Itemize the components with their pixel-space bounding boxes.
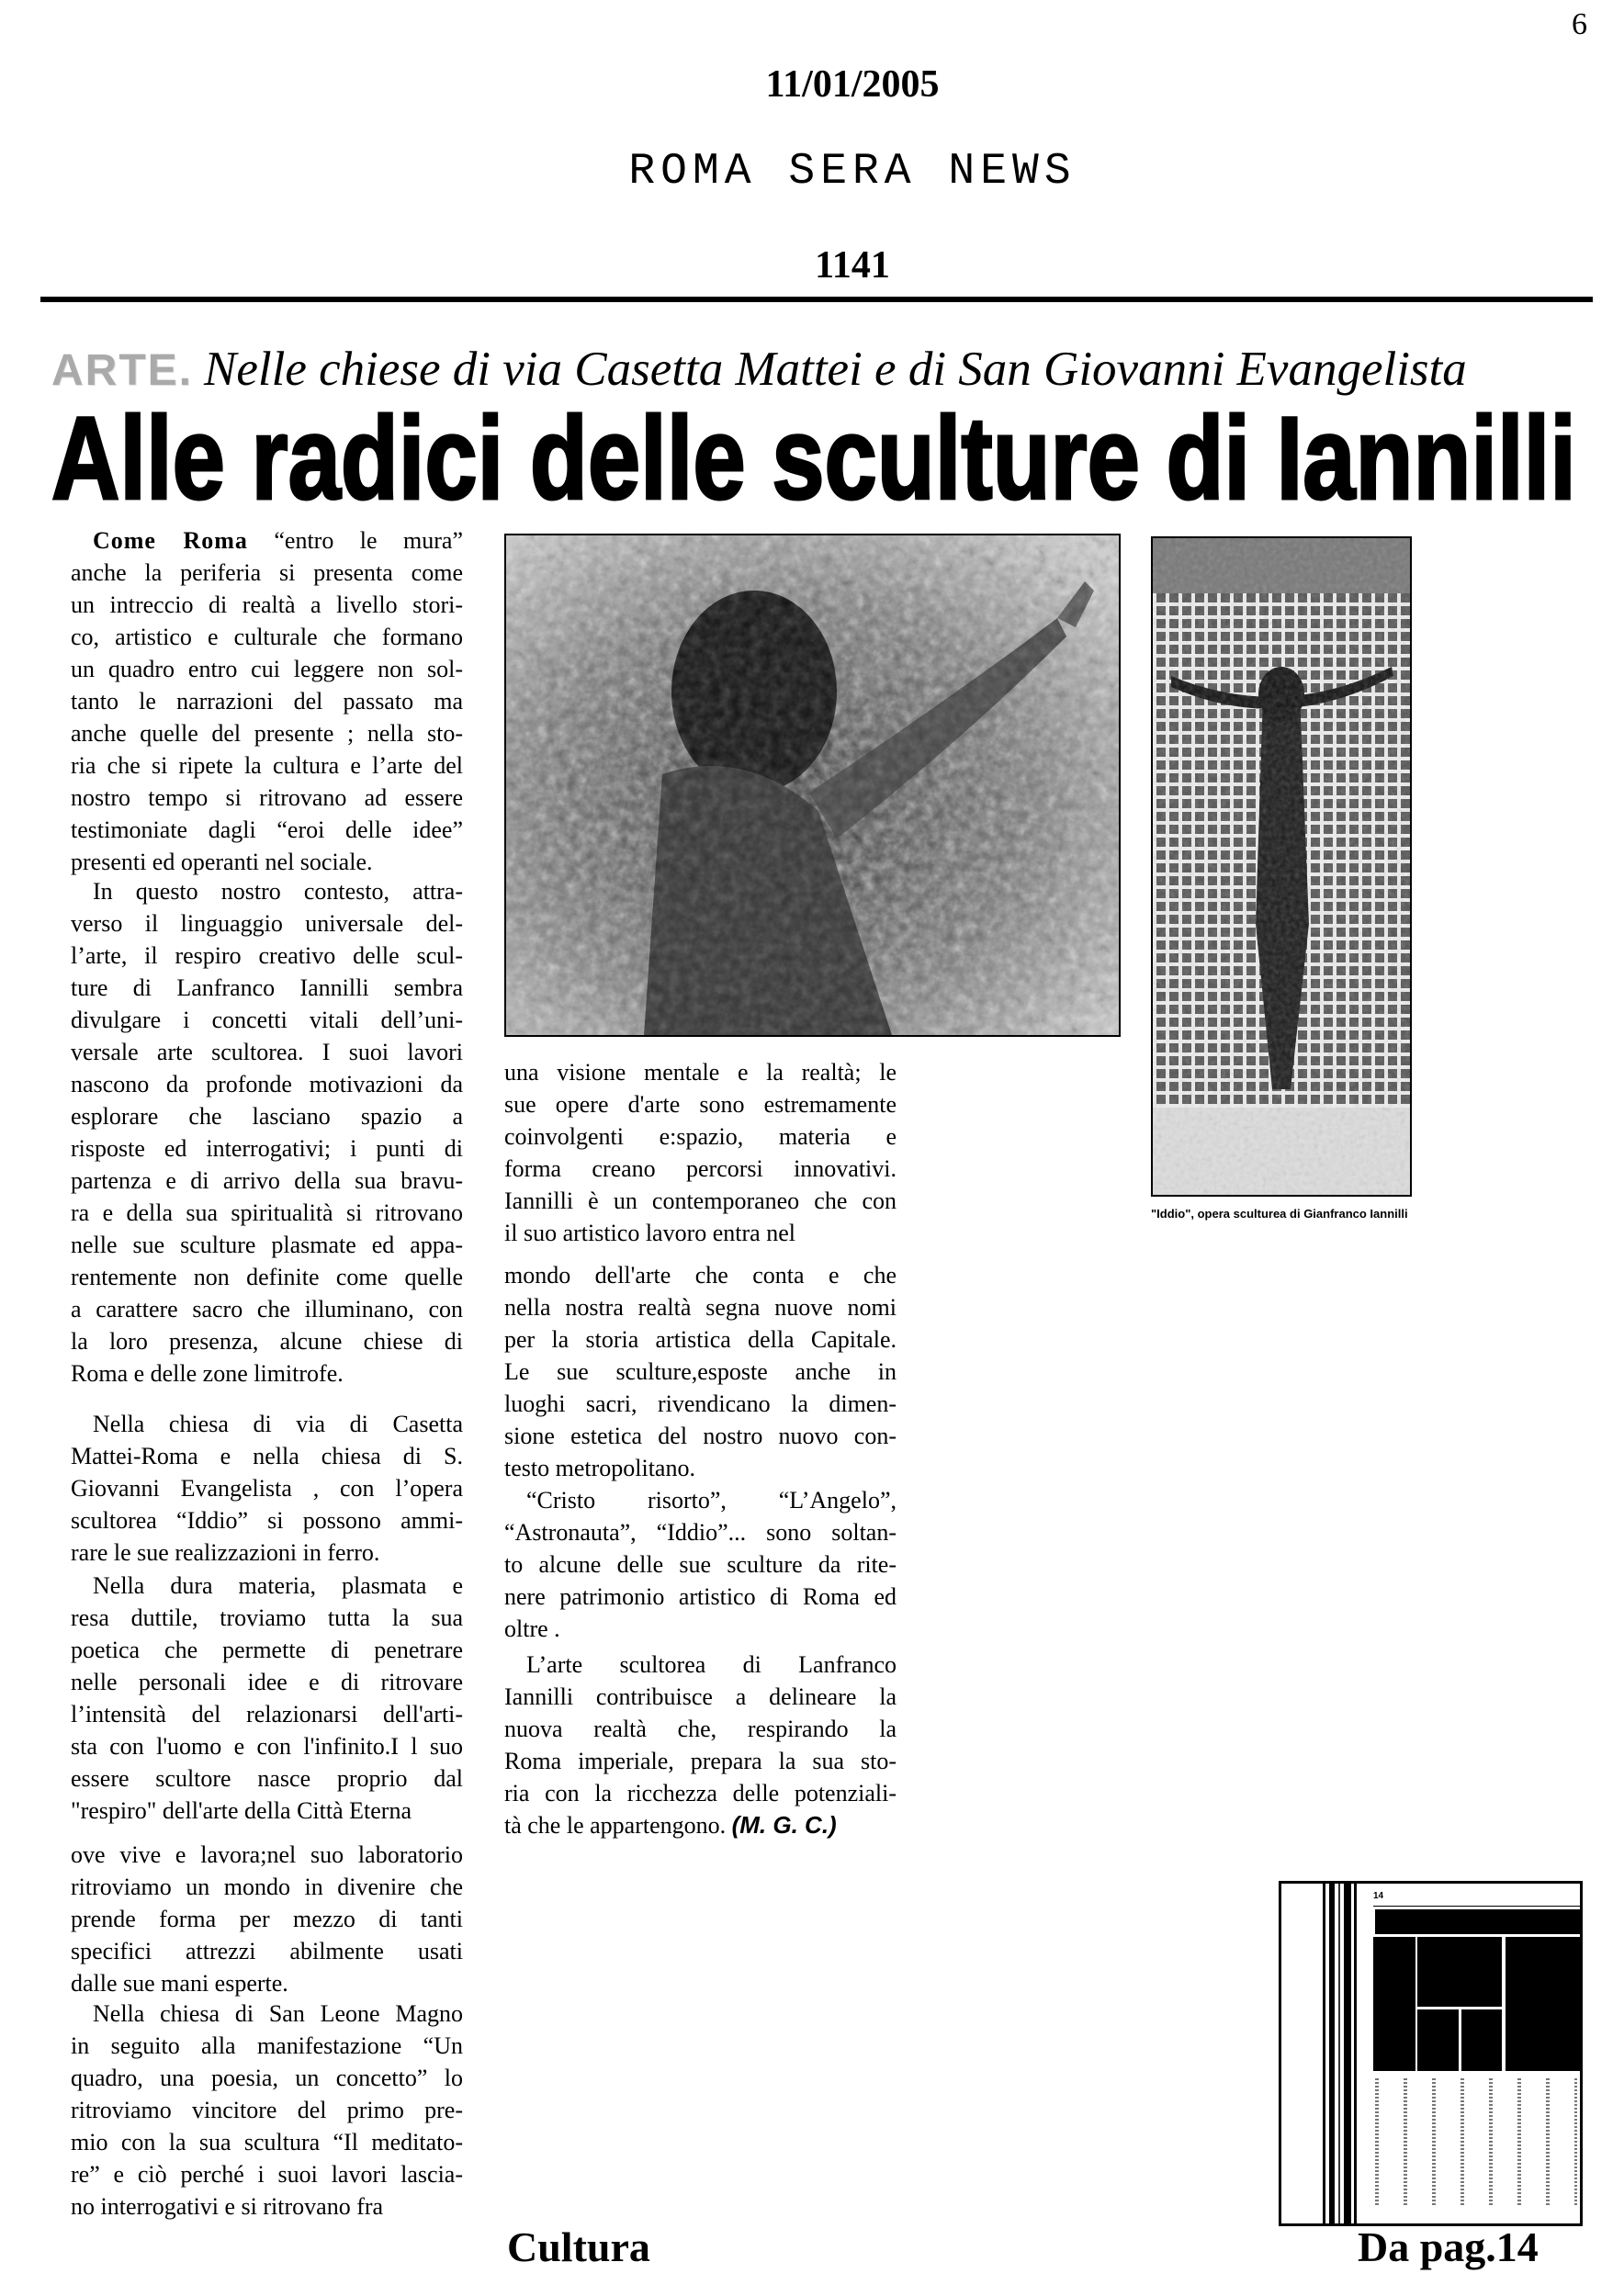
text-line: sione estetica del nostro nuovo con- [504,1423,897,1449]
section-label: Cultura [507,2223,650,2270]
kicker [51,342,1595,397]
text-line: no interrogativi e si ritrovano fra [71,2193,384,2220]
text-line: scultorea “Iddio” si possono ammi- [71,1507,463,1534]
sculpture-photo [504,534,1121,1037]
photo-caption: "Iddio", opera sculturea di Gianfranco Iannilli [1151,1207,1408,1221]
issue-number: 1141 [815,244,890,287]
text-line: re” e ciò perché i suoi lavori lascia- [71,2161,463,2188]
publication-date: 11/01/2005 [765,63,940,106]
text-line: prende forma per mezzo di tanti [71,1906,463,1932]
text-line: versale arte scultorea. I suoi lavori [71,1039,463,1065]
text-line: quadro, una poesia, un concetto” lo [71,2065,463,2091]
text-line: la loro presenza, alcune chiese di [71,1328,463,1355]
masthead: ROMA SERA NEWS [628,147,1077,197]
text-line: in seguito alla manifestazione “Un [71,2032,463,2059]
text-line: co, artistico e culturale che formano [71,624,463,650]
text-line: mio con la sua scultura “Il meditato- [71,2129,463,2155]
text-line: luoghi sacri, rivendicano la dimen- [504,1390,897,1417]
text-line: esplorare che lasciano spazio a [71,1103,463,1130]
text-line: nuova realtà che, respirando la [504,1716,897,1742]
text-line: Come Roma “entro le mura” [93,527,463,554]
text-line: Roma e delle zone limitrofe. [71,1360,344,1387]
text-line: un intreccio di realtà a livello stori- [71,591,463,618]
text-line: L’arte scultorea di Lanfranco [526,1651,897,1678]
text-line: ria che si ripete la cultura e l’arte del [71,752,463,779]
text-line: Mattei-Roma e nella chiesa di S. [71,1443,463,1469]
paragraph [71,524,463,878]
text-line: nascono da profonde motivazioni da [71,1071,463,1097]
text-line: presenti ed operanti nel sociale. [71,849,373,875]
text-line: il suo artistico lavoro entra nel [504,1220,795,1246]
text-line: Iannilli contribuisce a delineare la [504,1683,897,1710]
text-line: ria con la ricchezza delle potenziali- [504,1780,897,1806]
text-line: risposte ed interrogativi; i punti di [71,1135,463,1162]
text-line: mondo dell'arte che conta e che [504,1262,897,1289]
thumbnail-page-number: 14 [1373,1891,1384,1901]
text-line: l’arte, il respiro creativo delle scul- [71,942,463,969]
text-line: a carattere sacro che illuminano, con [71,1296,463,1322]
paragraph [71,1839,463,1999]
paragraph [504,1259,897,1484]
text-line: sta con l'uomo e con l'infinito.I l suo [71,1733,463,1760]
paragraph [71,1570,463,1827]
text-line: ra e della sua spiritualità si ritrovano [71,1199,463,1226]
text-line: divulgare i concetti vitali dell’uni- [71,1007,463,1033]
text-line: specifici attrezzi abilmente usati [71,1938,463,1964]
text-line: tanto le narrazioni del passato ma [71,688,463,715]
paragraph [71,1408,463,1569]
text-line: nere patrimonio artistico di Roma ed [504,1583,897,1610]
section-tag: ARTE. [51,346,193,395]
text-line: testimoniate dagli “eroi delle idee” [71,816,463,843]
text-line: partenza e di arrivo della sua bravu- [71,1167,463,1194]
text-line: to alcune delle sue sculture da rite- [504,1551,897,1578]
page-14-thumbnail[interactable] [1279,1881,1583,2226]
headline-container [51,393,1576,524]
paragraph [71,875,463,1390]
text-line: ritroviamo un mondo in divenire che [71,1874,463,1900]
lead-in: Come Roma [93,527,248,554]
text-line: essere scultore nasce proprio dal [71,1765,463,1792]
text-line: Nella chiesa di San Leone Magno [93,2000,463,2027]
paragraph [71,1998,463,2223]
text-line: ove vive e lavora;nel suo laboratorio [71,1841,463,1868]
text-line: tà che le appartengono. (M. G. C.) [504,1811,837,1839]
headline: Alle radici delle sculture di Iannilli [51,393,1576,524]
text-line: nostro tempo si ritrovano ad essere [71,784,463,811]
paragraph [504,1484,897,1645]
text-line: testo metropolitano. [504,1455,695,1481]
text-line: dalle sue mani esperte. [71,1970,288,1997]
text-line: anche quelle del presente ; nella sto- [71,720,463,747]
text-line: oltre . [504,1615,560,1642]
continued-from-page: Da pag.14 [1358,2223,1539,2270]
text-line: l’intensità del relazionarsi dell'arti- [71,1701,463,1728]
kicker-text: Nelle chiese di via Casetta Mattei e di San Giovanni Evangelista [204,343,1467,396]
thumbnail-text-columns [1375,2078,1577,2207]
text-line: “Astronauta”, “Iddio”... sono soltan- [504,1519,897,1546]
text-line: ritroviamo vincitore del primo pre- [71,2097,463,2123]
text-line: nella nostra realtà segna nuove nomi [504,1294,897,1321]
text-line: Roma imperiale, prepara la sua sto- [504,1748,897,1774]
text-line: anche la periferia si presenta come [71,559,463,586]
iddio-sculpture-image [1153,538,1410,1195]
paragraph [504,1649,897,1841]
header-rule [40,297,1593,302]
text-line: un quadro entro cui leggere non sol- [71,656,463,682]
paragraph [504,1056,897,1249]
text-line: nelle personali idee e di ritrovare [71,1669,463,1695]
text-line: "respiro" dell'arte della Città Eterna [71,1797,412,1824]
text-line: sue opere d'arte sono estremamente [504,1091,897,1118]
sculpture-photo-image [506,535,1119,1035]
text-line: poetica che permette di penetrare [71,1637,463,1663]
text-line: Le sue sculture,esposte anche in [504,1358,897,1385]
text-line: Giovanni Evangelista , con l’opera [71,1475,463,1502]
text-line: nelle sue sculture plasmate ed appa- [71,1232,463,1258]
text-line: coinvolgenti e:spazio, materia e [504,1123,897,1150]
text-line: forma creano percorsi innovativi. [504,1155,897,1182]
text-line: verso il linguaggio universale del- [71,910,463,937]
author-initials: (M. G. C.) [731,1811,837,1839]
iddio-sculpture-photo [1151,536,1412,1197]
text-line: ture di Lanfranco Iannilli sembra [71,974,463,1001]
text-line: una visione mentale e la realtà; le [504,1059,897,1086]
text-line: Nella dura materia, plasmata e [93,1572,463,1599]
text-line: rare le sue realizzazioni in ferro. [71,1539,380,1566]
text-line: rentemente non definite come quelle [71,1264,463,1290]
text-line: Iannilli è un contemporaneo che con [504,1187,897,1214]
text-line: “Cristo risorto”, “L’Angelo”, [526,1487,897,1514]
text-line: resa duttile, troviamo tutta la sua [71,1604,463,1631]
text-line: per la storia artistica della Capitale. [504,1326,897,1353]
page-number: 6 [1572,7,1587,41]
text-line: Nella chiesa di via di Casetta [93,1411,463,1437]
text-line: In questo nostro contesto, attra- [93,878,463,905]
